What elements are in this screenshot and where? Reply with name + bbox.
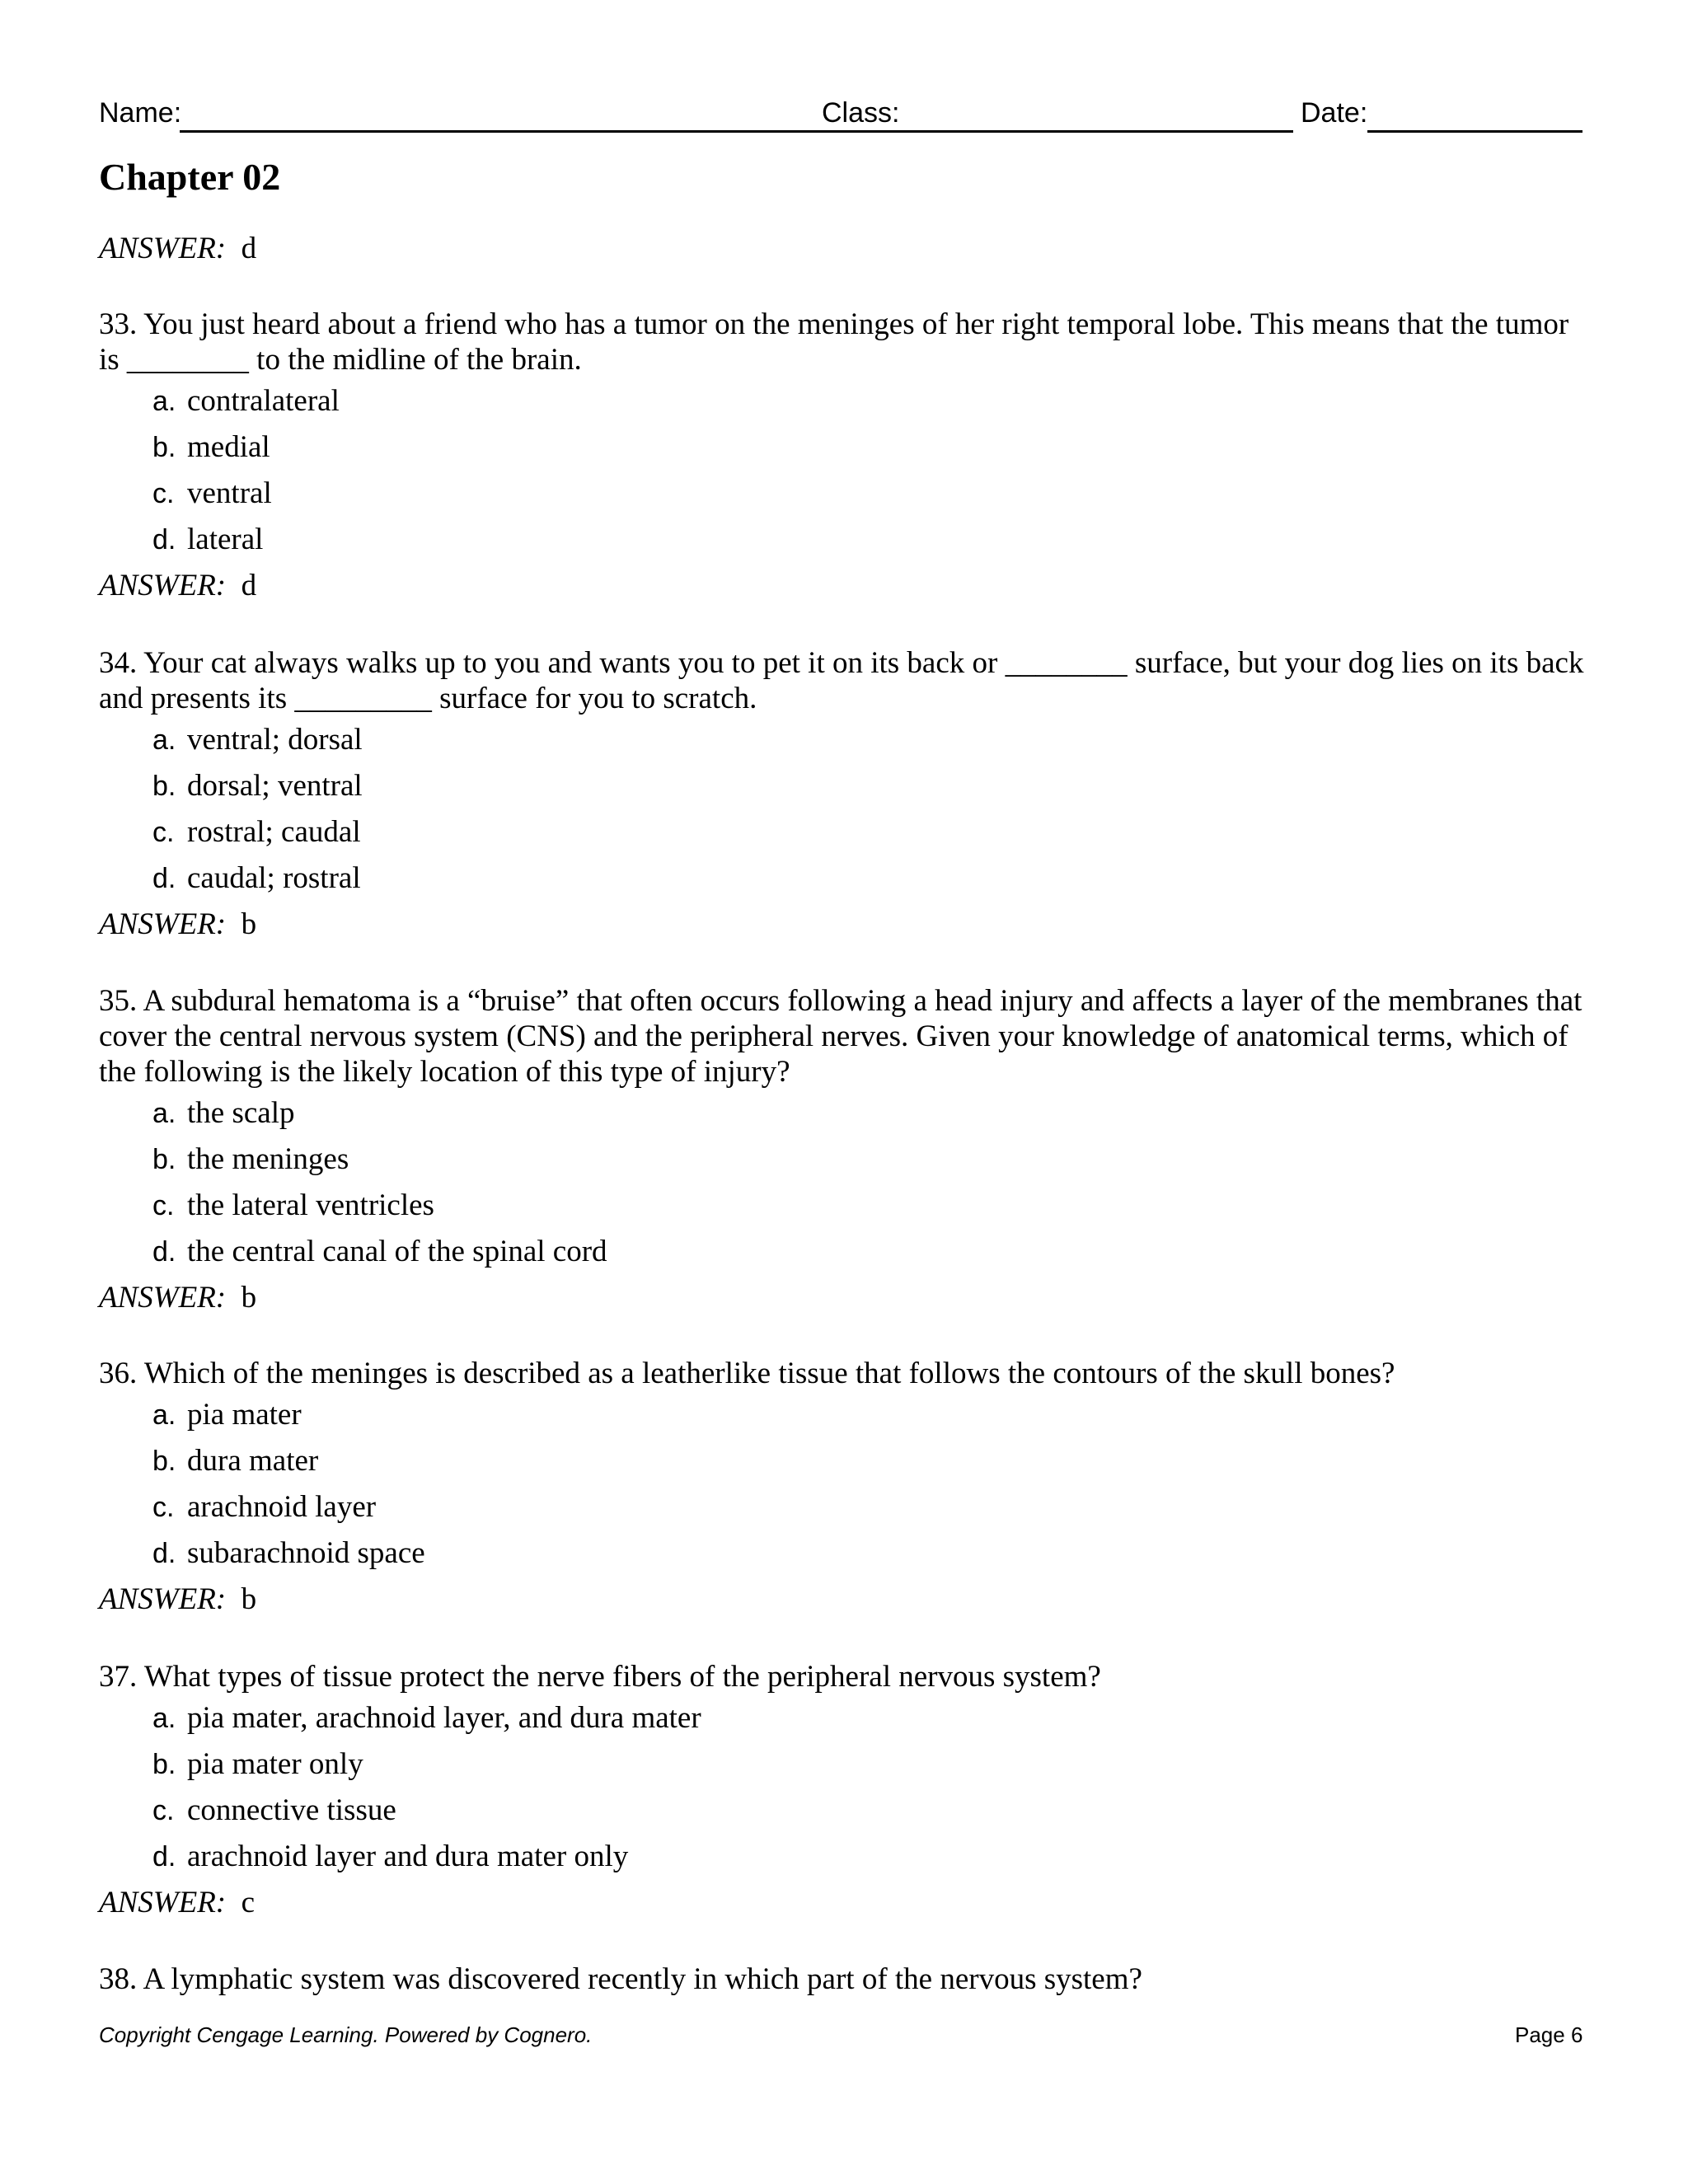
option-letter: c. — [152, 817, 175, 848]
answer-label: ANSWER: — [99, 1281, 227, 1315]
answer-option — [152, 522, 263, 557]
option-text: ventral; dorsal — [187, 723, 363, 757]
option-letter: b. — [152, 1144, 176, 1175]
option-text: pia mater, arachnoid layer, and dura mater — [187, 1701, 701, 1735]
answer-line — [99, 1582, 256, 1617]
option-letter: d. — [152, 524, 176, 555]
answer-option — [152, 1188, 434, 1223]
option-text: the lateral ventricles — [187, 1188, 434, 1222]
answer-label: ANSWER: — [99, 1582, 227, 1616]
option-letter: a. — [152, 724, 176, 756]
option-letter: c. — [152, 1190, 175, 1221]
option-letter: d. — [152, 1538, 176, 1569]
answer-option — [152, 429, 270, 465]
answer-value: d — [241, 569, 257, 602]
question-stem: 37. What types of tissue protect the nerve fibers of the peripheral nervous system? — [99, 1660, 1101, 1694]
date-label: Date: — [1301, 97, 1368, 129]
name-label: Name: — [99, 97, 182, 129]
question-stem: 34. Your cat always walks up to you and wants you to pet it on its back or ________ surface, but your dog lies on its back and presents its _________ surface for you to scratch. — [99, 646, 1584, 715]
answer-value: b — [241, 907, 257, 941]
footer-copyright: Copyright Cengage Learning. Powered by Cognero. — [99, 2022, 593, 2047]
answer-label: ANSWER: — [99, 232, 227, 265]
option-letter: b. — [152, 1446, 176, 1477]
answer-option — [152, 1746, 363, 1782]
answer-line — [99, 568, 256, 603]
answer-option — [152, 1141, 349, 1177]
answer-value: c — [241, 1886, 256, 1919]
option-text: the meninges — [187, 1142, 349, 1176]
class-label: Class: — [822, 97, 900, 129]
option-text: contralateral — [187, 384, 340, 418]
answer-line — [99, 907, 256, 942]
answer-label: ANSWER: — [99, 569, 227, 602]
chapter-title: Chapter 02 — [99, 156, 281, 198]
answer-option — [152, 383, 340, 419]
option-letter: d. — [152, 1841, 176, 1872]
option-text: lateral — [187, 523, 264, 556]
answer-line-prev — [99, 231, 256, 266]
question-stem: 36. Which of the meninges is described as a leatherlike tissue that follows the contours of the skull bones? — [99, 1357, 1395, 1390]
option-text: dorsal; ventral — [187, 769, 363, 803]
answer-option — [152, 768, 363, 804]
answer-option — [152, 814, 361, 850]
option-text: the scalp — [187, 1096, 295, 1130]
answer-option — [152, 1700, 701, 1736]
answer-option — [152, 1839, 628, 1874]
answer-value: b — [241, 1582, 257, 1616]
class-field[interactable] — [896, 130, 1293, 133]
question-stem: 38. A lymphatic system was discovered recently in which part of the nervous system? — [99, 1962, 1142, 1996]
name-field[interactable] — [180, 130, 912, 133]
answer-value: b — [241, 1281, 257, 1315]
option-text: pia mater only — [187, 1747, 363, 1781]
answer-option — [152, 1397, 302, 1432]
option-letter: c. — [152, 1795, 175, 1826]
option-letter: d. — [152, 863, 176, 894]
option-letter: a. — [152, 1703, 176, 1734]
answer-label: ANSWER: — [99, 1886, 227, 1919]
answer-option — [152, 1095, 294, 1131]
option-text: connective tissue — [187, 1793, 396, 1827]
option-text: dura mater — [187, 1444, 319, 1478]
answer-value: d — [241, 232, 257, 265]
footer-page-number: Page 6 — [1515, 2022, 1583, 2047]
date-field[interactable] — [1367, 130, 1582, 133]
question-stem: 33. You just heard about a friend who has a tumor on the meninges of her right temporal lobe. This means that the tumor is ________ to the midline of the brain. — [99, 307, 1569, 377]
option-text: rostral; caudal — [187, 815, 361, 849]
header — [99, 97, 1582, 137]
option-letter: a. — [152, 1098, 176, 1129]
option-text: subarachnoid space — [187, 1536, 425, 1570]
option-letter: a. — [152, 386, 176, 417]
option-text: medial — [187, 430, 270, 464]
option-text: the central canal of the spinal cord — [187, 1235, 607, 1268]
answer-option — [152, 1793, 396, 1828]
option-letter: a. — [152, 1399, 176, 1431]
answer-option — [152, 860, 361, 896]
option-text: arachnoid layer and dura mater only — [187, 1840, 629, 1873]
option-letter: c. — [152, 478, 175, 509]
option-text: caudal; rostral — [187, 861, 361, 895]
answer-option — [152, 1535, 425, 1571]
answer-line — [99, 1280, 256, 1315]
option-text: arachnoid layer — [187, 1490, 377, 1524]
question-stem: 35. A subdural hematoma is a “bruise” that often occurs following a head injury and affects a layer of the membranes that cover the central nervous system (CNS) and the peripheral nerves. Given your knowledge of anatomical terms, which of the following is the likely location of this type of injury? — [99, 984, 1582, 1089]
answer-option — [152, 722, 363, 757]
option-text: ventral — [187, 476, 272, 510]
answer-option — [152, 476, 272, 511]
option-letter: c. — [152, 1492, 175, 1523]
option-letter: b. — [152, 1749, 176, 1780]
option-letter: b. — [152, 432, 176, 463]
answer-line — [99, 1885, 255, 1920]
answer-option — [152, 1443, 318, 1479]
answer-option — [152, 1234, 607, 1269]
option-letter: d. — [152, 1236, 176, 1268]
answer-option — [152, 1489, 376, 1525]
answer-label: ANSWER: — [99, 907, 227, 941]
option-text: pia mater — [187, 1398, 302, 1432]
option-letter: b. — [152, 771, 176, 802]
